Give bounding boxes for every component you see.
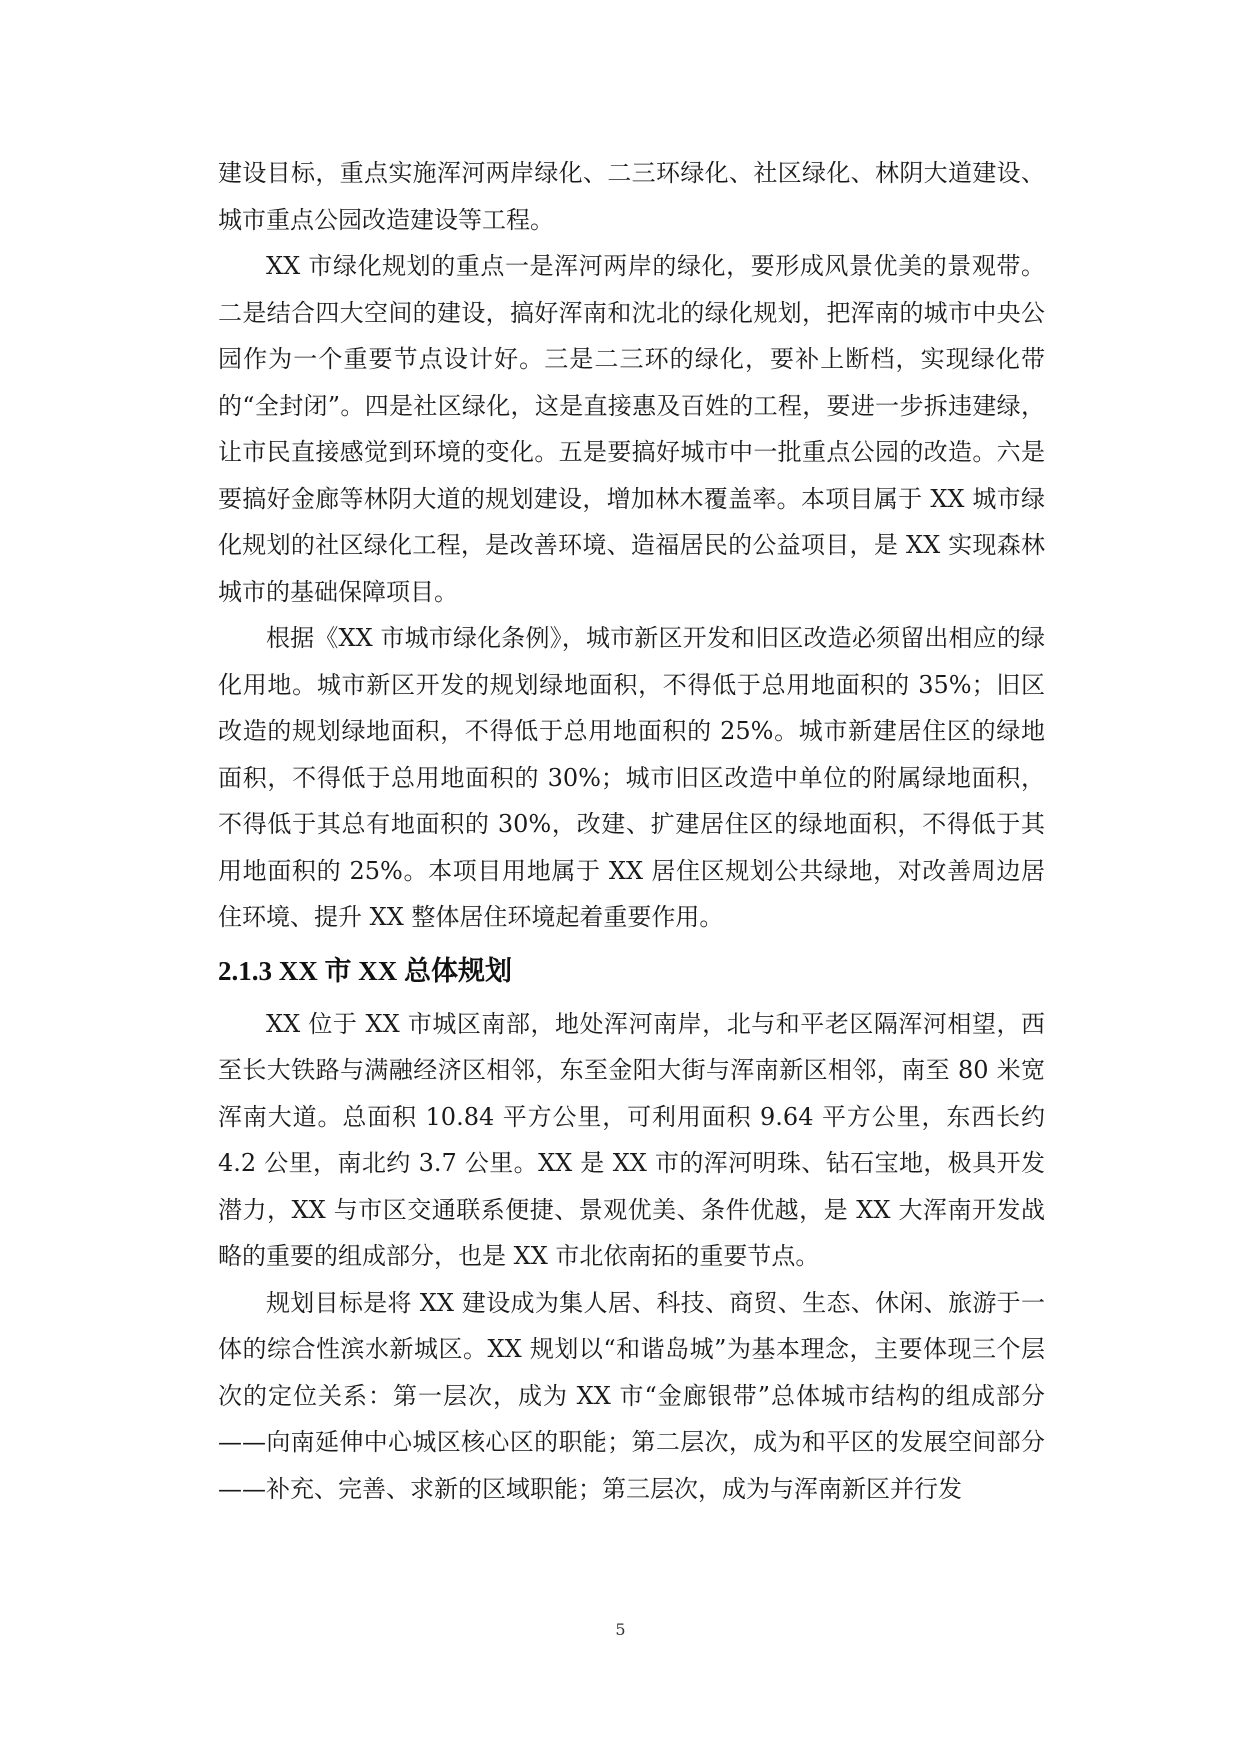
paragraph-5: 规划目标是将 XX 建设成为集人居、科技、商贸、生态、休闲、旅游于一体的综合性滨水新城区。XX 规划以“和谐岛城”为基本理念，主要体现三个层次的定位关系：第一层次，成为 XX 市“金廊银带”总体城市结构的组成部分——向南延伸中心城区核心区的职能；第二层次，成为和平区的发展空间部分——补充、完善、求新的区域职能；第三层次，成为与浑南新区并行发 xyxy=(218,1288,1045,1503)
section-heading: 2.1.3 XX 市 XX 总体规划 xyxy=(218,955,512,986)
paragraph-3: 根据《XX 市城市绿化条例》，城市新区开发和旧区改造必须留出相应的绿化用地。城市新区开发的规划绿地面积，不得低于总用地面积的 35%；旧区改造的规划绿地面积，不得低于总用地面积的 25%。城市新建居住区的绿地面积，不得低于总用地面积的 30%；城市旧区改造中单位的附属绿地面积，不得低于其总有地面积的 30%，改建、扩建居住区的绿地面积，不得低于其用地面积的 25%。本项目用地属于 XX 居住区规划公共绿地，对改善周边居住环境、提升 XX 整体居住环境起着重要作用。 xyxy=(218,624,1045,931)
document-body xyxy=(218,150,1045,1512)
paragraph-2: XX 市绿化规划的重点一是浑河两岸的绿化，要形成风景优美的景观带。二是结合四大空间的建设，搞好浑南和沈北的绿化规划，把浑南的城市中央公园作为一个重要节点设计好。三是二三环的绿化，要补上断档，实现绿化带的“全封闭”。四是社区绿化，这是直接惠及百姓的工程，要进一步拆违建绿，让市民直接感觉到环境的变化。五是要搞好城市中一批重点公园的改造。六是要搞好金廊等林阴大道的规划建设，增加林木覆盖率。本项目属于 XX 城市绿化规划的社区绿化工程，是改善环境、造福居民的公益项目，是 XX 实现森林城市的基础保障项目。 xyxy=(218,252,1045,606)
page-number: 5 xyxy=(615,1620,626,1639)
paragraph-1: 建设目标，重点实施浑河两岸绿化、二三环绿化、社区绿化、林阴大道建设、城市重点公园改造建设等工程。 xyxy=(218,159,1045,234)
paragraph-4: XX 位于 XX 市城区南部，地处浑河南岸，北与和平老区隔浑河相望，西至长大铁路与满融经济区相邻，东至金阳大街与浑南新区相邻，南至 80 米宽浑南大道。总面积 10.84 平方公里，可利用面积 9.64 平方公里，东西长约 4.2 公里，南北约 3.7 公里。XX 是 XX 市的浑河明珠、钻石宝地，极具开发潜力，XX 与市区交通联系便捷、景观优美、条件优越，是 XX 大浑南开发战略的重要的组成部分，也是 XX 市北依南拓的重要节点。 xyxy=(218,1009,1045,1270)
